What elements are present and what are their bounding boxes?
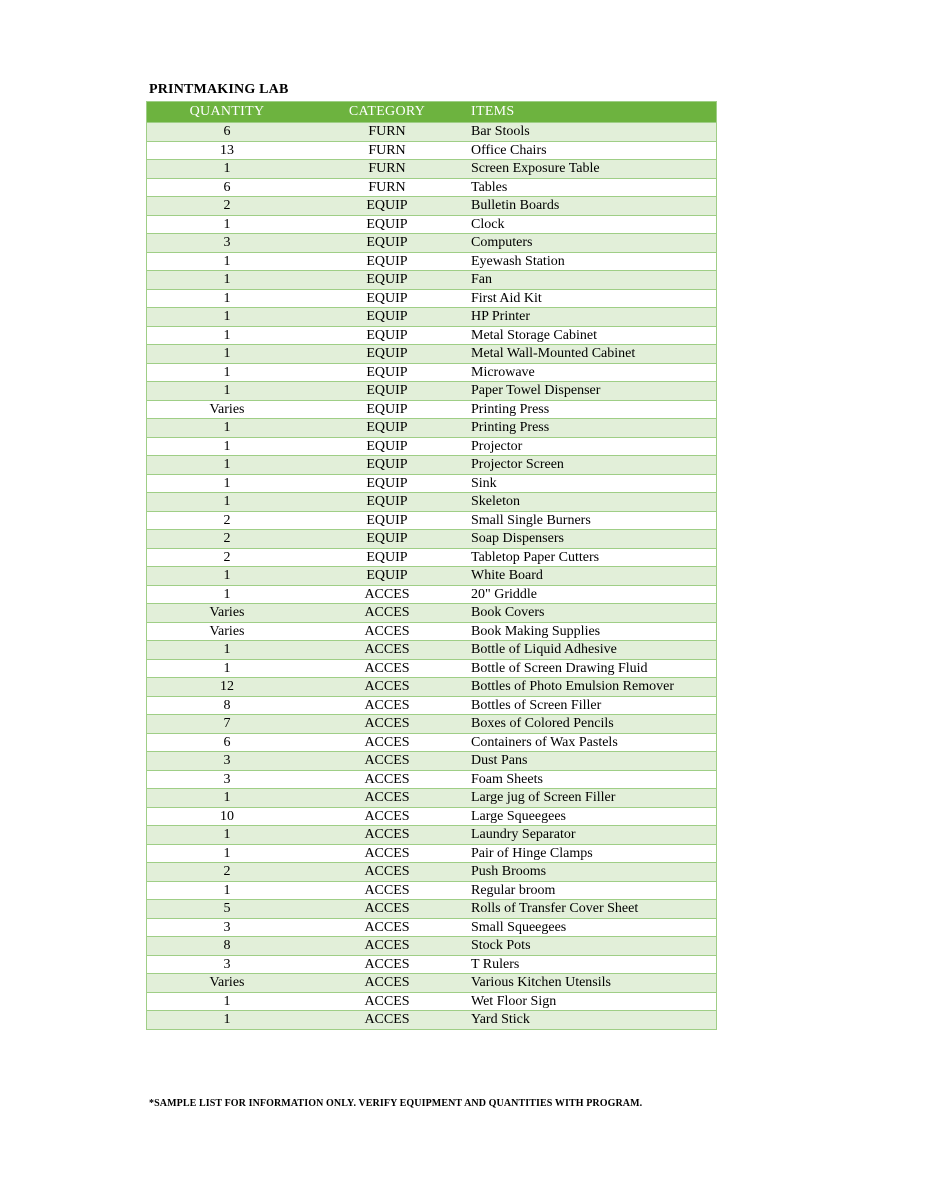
table-row (147, 141, 717, 160)
table-row (147, 641, 717, 660)
item-cell: Paper Towel Dispenser (467, 382, 717, 401)
item-cell: Book Making Supplies (467, 622, 717, 641)
category-cell: ACCES (307, 974, 467, 993)
category-cell: ACCES (307, 992, 467, 1011)
category-cell: ACCES (307, 678, 467, 697)
item-cell: Bottle of Screen Drawing Fluid (467, 659, 717, 678)
item-cell: Eyewash Station (467, 252, 717, 271)
table-row (147, 567, 717, 586)
category-cell: ACCES (307, 844, 467, 863)
item-cell: T Rulers (467, 955, 717, 974)
item-cell: 20" Griddle (467, 585, 717, 604)
quantity-cell: Varies (147, 622, 308, 641)
item-cell: Clock (467, 215, 717, 234)
footnote: *SAMPLE LIST FOR INFORMATION ONLY. VERIFY EQUIPMENT AND QUANTITIES WITH PROGRAM. (149, 1098, 643, 1109)
category-cell: ACCES (307, 696, 467, 715)
quantity-cell: 3 (147, 234, 308, 253)
table-row (147, 345, 717, 364)
category-cell: EQUIP (307, 437, 467, 456)
table-row (147, 215, 717, 234)
table-row (147, 363, 717, 382)
item-cell: Tabletop Paper Cutters (467, 548, 717, 567)
category-cell: FURN (307, 141, 467, 160)
table-row (147, 548, 717, 567)
quantity-cell: 1 (147, 289, 308, 308)
item-cell: Book Covers (467, 604, 717, 623)
category-cell: ACCES (307, 715, 467, 734)
table-row (147, 400, 717, 419)
item-cell: Boxes of Colored Pencils (467, 715, 717, 734)
quantity-cell: 1 (147, 474, 308, 493)
table-row (147, 530, 717, 549)
quantity-cell: 1 (147, 382, 308, 401)
item-cell: Office Chairs (467, 141, 717, 160)
quantity-cell: 7 (147, 715, 308, 734)
table-row (147, 733, 717, 752)
item-cell: Stock Pots (467, 937, 717, 956)
table-row (147, 419, 717, 438)
quantity-cell: 1 (147, 215, 308, 234)
category-cell: ACCES (307, 881, 467, 900)
quantity-cell: 1 (147, 252, 308, 271)
item-cell: Small Single Burners (467, 511, 717, 530)
quantity-cell: 2 (147, 863, 308, 882)
item-cell: Containers of Wax Pastels (467, 733, 717, 752)
category-cell: EQUIP (307, 308, 467, 327)
table-row (147, 271, 717, 290)
category-cell: ACCES (307, 641, 467, 660)
category-cell: EQUIP (307, 345, 467, 364)
table-row (147, 992, 717, 1011)
quantity-cell: 6 (147, 733, 308, 752)
category-cell: EQUIP (307, 252, 467, 271)
quantity-cell: 13 (147, 141, 308, 160)
category-cell: EQUIP (307, 400, 467, 419)
category-cell: ACCES (307, 770, 467, 789)
table-row (147, 382, 717, 401)
category-cell: ACCES (307, 789, 467, 808)
table-row (147, 807, 717, 826)
quantity-cell: 1 (147, 160, 308, 179)
quantity-cell: 3 (147, 955, 308, 974)
category-cell: EQUIP (307, 530, 467, 549)
table-row (147, 585, 717, 604)
item-cell: Regular broom (467, 881, 717, 900)
table-row (147, 863, 717, 882)
table-row (147, 123, 717, 142)
item-cell: Microwave (467, 363, 717, 382)
header-row (147, 102, 717, 123)
table-row (147, 678, 717, 697)
category-cell: FURN (307, 160, 467, 179)
item-cell: HP Printer (467, 308, 717, 327)
table-row (147, 160, 717, 179)
quantity-cell: 3 (147, 752, 308, 771)
table-row (147, 474, 717, 493)
table-row (147, 918, 717, 937)
quantity-cell: 2 (147, 511, 308, 530)
category-cell: ACCES (307, 955, 467, 974)
category-cell: ACCES (307, 918, 467, 937)
category-cell: FURN (307, 123, 467, 142)
quantity-cell: 6 (147, 178, 308, 197)
quantity-cell: 10 (147, 807, 308, 826)
quantity-cell: 2 (147, 197, 308, 216)
quantity-cell: 1 (147, 1011, 308, 1030)
document-title: PRINTMAKING LAB (149, 82, 289, 97)
table-row (147, 326, 717, 345)
table-header (147, 102, 717, 123)
item-cell: Skeleton (467, 493, 717, 512)
item-cell: Dust Pans (467, 752, 717, 771)
table-row (147, 622, 717, 641)
category-cell: ACCES (307, 900, 467, 919)
category-cell: EQUIP (307, 363, 467, 382)
quantity-cell: 1 (147, 456, 308, 475)
category-cell: ACCES (307, 863, 467, 882)
quantity-cell: 8 (147, 937, 308, 956)
item-cell: Bar Stools (467, 123, 717, 142)
table-row (147, 308, 717, 327)
quantity-cell: 2 (147, 548, 308, 567)
item-cell: Metal Storage Cabinet (467, 326, 717, 345)
quantity-cell: 1 (147, 345, 308, 364)
item-cell: Sink (467, 474, 717, 493)
table-row (147, 826, 717, 845)
quantity-cell: 3 (147, 770, 308, 789)
table-row (147, 770, 717, 789)
quantity-cell: Varies (147, 400, 308, 419)
table-row (147, 178, 717, 197)
category-cell: EQUIP (307, 234, 467, 253)
item-cell: Metal Wall-Mounted Cabinet (467, 345, 717, 364)
item-cell: Push Brooms (467, 863, 717, 882)
table-row (147, 234, 717, 253)
quantity-cell: 12 (147, 678, 308, 697)
quantity-cell: 3 (147, 918, 308, 937)
item-cell: White Board (467, 567, 717, 586)
category-cell: ACCES (307, 807, 467, 826)
item-cell: Various Kitchen Utensils (467, 974, 717, 993)
table-row (147, 659, 717, 678)
quantity-cell: Varies (147, 604, 308, 623)
table-row (147, 955, 717, 974)
item-cell: Wet Floor Sign (467, 992, 717, 1011)
category-cell: EQUIP (307, 456, 467, 475)
table-row (147, 789, 717, 808)
item-cell: Printing Press (467, 419, 717, 438)
table-row (147, 289, 717, 308)
table-row (147, 1011, 717, 1030)
category-cell: EQUIP (307, 419, 467, 438)
table-row (147, 437, 717, 456)
quantity-cell: 1 (147, 659, 308, 678)
quantity-cell: 5 (147, 900, 308, 919)
item-cell: Fan (467, 271, 717, 290)
item-cell: Projector Screen (467, 456, 717, 475)
table-row (147, 937, 717, 956)
table-row (147, 715, 717, 734)
category-cell: ACCES (307, 622, 467, 641)
quantity-cell: Varies (147, 974, 308, 993)
category-cell: EQUIP (307, 474, 467, 493)
table-row (147, 900, 717, 919)
table-row (147, 511, 717, 530)
table-row (147, 844, 717, 863)
quantity-cell: 1 (147, 419, 308, 438)
quantity-cell: 1 (147, 493, 308, 512)
item-cell: Projector (467, 437, 717, 456)
quantity-cell: 1 (147, 585, 308, 604)
category-cell: EQUIP (307, 493, 467, 512)
category-cell: ACCES (307, 659, 467, 678)
table-body (147, 123, 717, 1030)
table-row (147, 604, 717, 623)
quantity-cell: 1 (147, 641, 308, 660)
item-cell: Pair of Hinge Clamps (467, 844, 717, 863)
quantity-cell: 1 (147, 826, 308, 845)
header-category: CATEGORY (307, 102, 467, 123)
inventory-table (146, 101, 717, 1030)
item-cell: Small Squeegees (467, 918, 717, 937)
item-cell: Computers (467, 234, 717, 253)
category-cell: EQUIP (307, 215, 467, 234)
category-cell: ACCES (307, 733, 467, 752)
quantity-cell: 1 (147, 308, 308, 327)
category-cell: EQUIP (307, 511, 467, 530)
category-cell: ACCES (307, 604, 467, 623)
category-cell: EQUIP (307, 548, 467, 567)
item-cell: Laundry Separator (467, 826, 717, 845)
quantity-cell: 1 (147, 363, 308, 382)
item-cell: Printing Press (467, 400, 717, 419)
quantity-cell: 1 (147, 881, 308, 900)
table-row (147, 752, 717, 771)
header-quantity: QUANTITY (147, 102, 308, 123)
item-cell: First Aid Kit (467, 289, 717, 308)
quantity-cell: 1 (147, 567, 308, 586)
item-cell: Rolls of Transfer Cover Sheet (467, 900, 717, 919)
category-cell: ACCES (307, 826, 467, 845)
category-cell: EQUIP (307, 289, 467, 308)
category-cell: EQUIP (307, 382, 467, 401)
category-cell: ACCES (307, 752, 467, 771)
quantity-cell: 1 (147, 271, 308, 290)
table-row (147, 696, 717, 715)
quantity-cell: 1 (147, 789, 308, 808)
item-cell: Yard Stick (467, 1011, 717, 1030)
item-cell: Foam Sheets (467, 770, 717, 789)
table-row (147, 493, 717, 512)
category-cell: ACCES (307, 585, 467, 604)
item-cell: Tables (467, 178, 717, 197)
table-row (147, 974, 717, 993)
quantity-cell: 6 (147, 123, 308, 142)
table-row (147, 252, 717, 271)
category-cell: FURN (307, 178, 467, 197)
quantity-cell: 8 (147, 696, 308, 715)
quantity-cell: 1 (147, 844, 308, 863)
header-items: ITEMS (467, 102, 717, 123)
quantity-cell: 1 (147, 992, 308, 1011)
quantity-cell: 2 (147, 530, 308, 549)
quantity-cell: 1 (147, 326, 308, 345)
quantity-cell: 1 (147, 437, 308, 456)
item-cell: Bottles of Photo Emulsion Remover (467, 678, 717, 697)
table-row (147, 197, 717, 216)
item-cell: Bulletin Boards (467, 197, 717, 216)
category-cell: ACCES (307, 1011, 467, 1030)
category-cell: ACCES (307, 937, 467, 956)
item-cell: Soap Dispensers (467, 530, 717, 549)
table-row (147, 456, 717, 475)
item-cell: Bottle of Liquid Adhesive (467, 641, 717, 660)
category-cell: EQUIP (307, 197, 467, 216)
category-cell: EQUIP (307, 567, 467, 586)
item-cell: Bottles of Screen Filler (467, 696, 717, 715)
item-cell: Large Squeegees (467, 807, 717, 826)
item-cell: Screen Exposure Table (467, 160, 717, 179)
category-cell: EQUIP (307, 326, 467, 345)
category-cell: EQUIP (307, 271, 467, 290)
item-cell: Large jug of Screen Filler (467, 789, 717, 808)
table-row (147, 881, 717, 900)
